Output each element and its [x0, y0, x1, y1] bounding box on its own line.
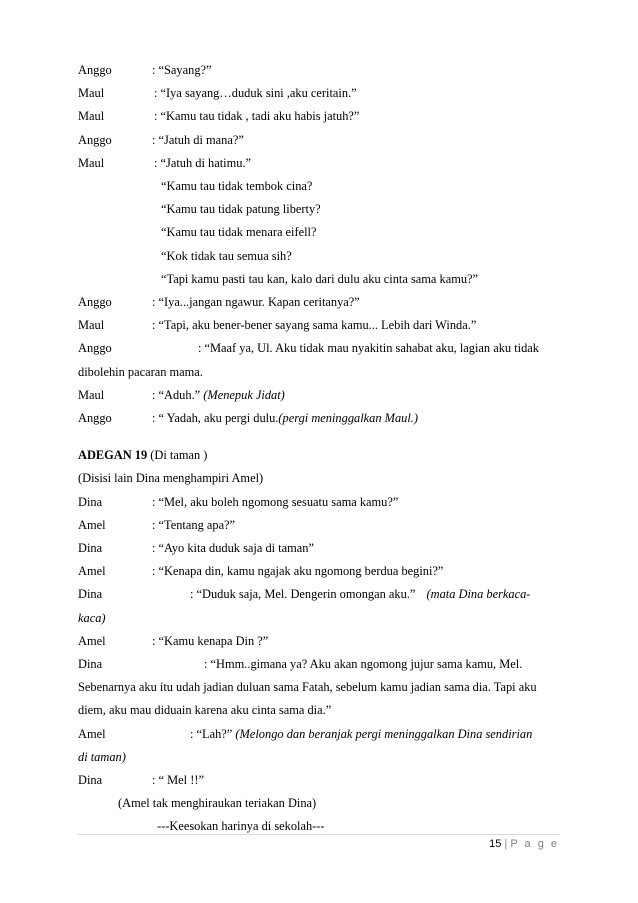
speaker-name: Maul — [78, 86, 105, 101]
dialogue-text: : “ Yadah, aku pergi dulu. — [152, 411, 279, 425]
stage-direction-continuation — [78, 749, 126, 765]
dialogue-continuation: dibolehin pacaran mama. — [78, 364, 203, 379]
dialogue-continuation: “Kok tidak tau semua sih? — [161, 248, 292, 263]
dialogue-text: : “Maaf ya, Ul. Aku tidak mau nyakitin sahabat aku, lagian aku tidak — [198, 341, 539, 356]
dialogue-text: : “Tapi, aku bener-bener sayang sama kamu... Lebih dari Winda.” — [152, 318, 477, 333]
dialogue-text: : “Tentang apa?” — [152, 517, 236, 532]
speaker-name: Maul — [78, 109, 105, 124]
dialogue-text: : “Kamu tau tidak , tadi aku habis jatuh?” — [154, 109, 360, 124]
dialogue-text-wrap — [190, 726, 532, 742]
page-footer — [489, 838, 559, 850]
scene-heading — [78, 447, 207, 463]
dialogue-text: : “Jatuh di mana?” — [152, 132, 244, 147]
dialogue-text: : “Kamu kenapa Din ?” — [152, 633, 269, 648]
speaker-name: Amel — [78, 633, 106, 648]
page-number: 15 — [489, 838, 502, 850]
scene-location: (Di taman ) — [147, 448, 208, 463]
stage-direction: (mata Dina berkaca- — [426, 587, 531, 602]
dialogue-text: : “Mel, aku boleh ngomong sesuatu sama kamu?” — [152, 494, 399, 509]
speaker-name: Amel — [78, 517, 106, 532]
stage-direction: (Melongo dan beranjak pergi meninggalkan Dina sendirian — [235, 726, 533, 741]
speaker-name: Dina — [78, 657, 103, 671]
dialogue-text: : “Kenapa din, kamu ngajak aku ngomong berdua begini?” — [152, 564, 444, 579]
dialogue-text: : “Jatuh di hatimu.” — [154, 155, 252, 170]
stage-direction: kaca) — [78, 610, 106, 625]
speaker-name: Maul — [78, 155, 105, 170]
dialogue-continuation: “Kamu tau tidak menara eifell? — [161, 225, 317, 240]
speaker-name: Anggo — [78, 132, 112, 147]
speaker-name: Maul — [78, 318, 105, 333]
speaker-name: Dina — [78, 773, 103, 787]
speaker-name: Dina — [78, 494, 103, 509]
dialogue-continuation: “Kamu tau tidak patung liberty? — [161, 202, 321, 217]
dialogue-text: : “ Mel !!” — [152, 773, 204, 787]
speaker-name: Amel — [78, 564, 106, 579]
stage-direction: ---Keesokan harinya di sekolah--- — [157, 819, 325, 834]
speaker-name: Anggo — [78, 295, 112, 309]
dialogue-continuation: “Tapi kamu pasti tau kan, kalo dari dulu aku cinta sama kamu?” — [161, 271, 479, 286]
scene-direction: (Disisi lain Dina menghampiri Amel) — [78, 471, 264, 486]
speaker-name: Anggo — [78, 341, 112, 356]
dialogue-text-wrap — [152, 387, 285, 403]
dialogue-text-wrap — [190, 586, 530, 602]
stage-direction-continuation — [78, 610, 106, 626]
stage-direction: (pergi meninggalkan Maul.) — [278, 411, 419, 425]
speaker-name: Anggo — [78, 63, 112, 77]
dialogue-text: : “Ayo kita duduk saja di taman” — [152, 541, 314, 555]
stage-direction: (Menepuk Jidat) — [203, 387, 285, 402]
dialogue-text: : “Lah?” — [190, 726, 233, 741]
speaker-name: Anggo — [78, 411, 112, 425]
dialogue-continuation: “Kamu tau tidak tembok cina? — [161, 179, 313, 193]
speaker-name: Dina — [78, 541, 103, 555]
dialogue-text: : “Iya sayang…duduk sini ,aku ceritain.” — [154, 86, 357, 101]
page-label: P a g e — [510, 838, 559, 850]
dialogue-text: : “Duduk saja, Mel. Dengerin omongan aku.” — [190, 587, 416, 602]
dialogue-text-wrap — [152, 410, 418, 426]
dialogue-text: : “Sayang?” — [152, 63, 212, 77]
dialogue-text: : “Iya...jangan ngawur. Kapan ceritanya?” — [152, 295, 360, 309]
stage-direction: di taman) — [78, 749, 126, 764]
speaker-name: Amel — [78, 726, 106, 741]
dialogue-continuation: diem, aku mau diduain karena aku cinta sama dia.” — [78, 703, 332, 718]
dialogue-text: : “Aduh.” — [152, 387, 201, 402]
dialogue-continuation: Sebenarnya aku itu udah jadian duluan sama Fatah, sebelum kamu jadian sama dia. Tapi aku — [78, 680, 537, 695]
scene-number: ADEGAN 19 — [78, 448, 148, 463]
speaker-name: Maul — [78, 387, 105, 402]
speaker-name: Dina — [78, 587, 103, 602]
stage-direction: (Amel tak menghiraukan teriakan Dina) — [118, 796, 317, 811]
footer-separator: | — [504, 838, 508, 850]
dialogue-text: : “Hmm..gimana ya? Aku akan ngomong jujur sama kamu, Mel. — [204, 657, 523, 671]
